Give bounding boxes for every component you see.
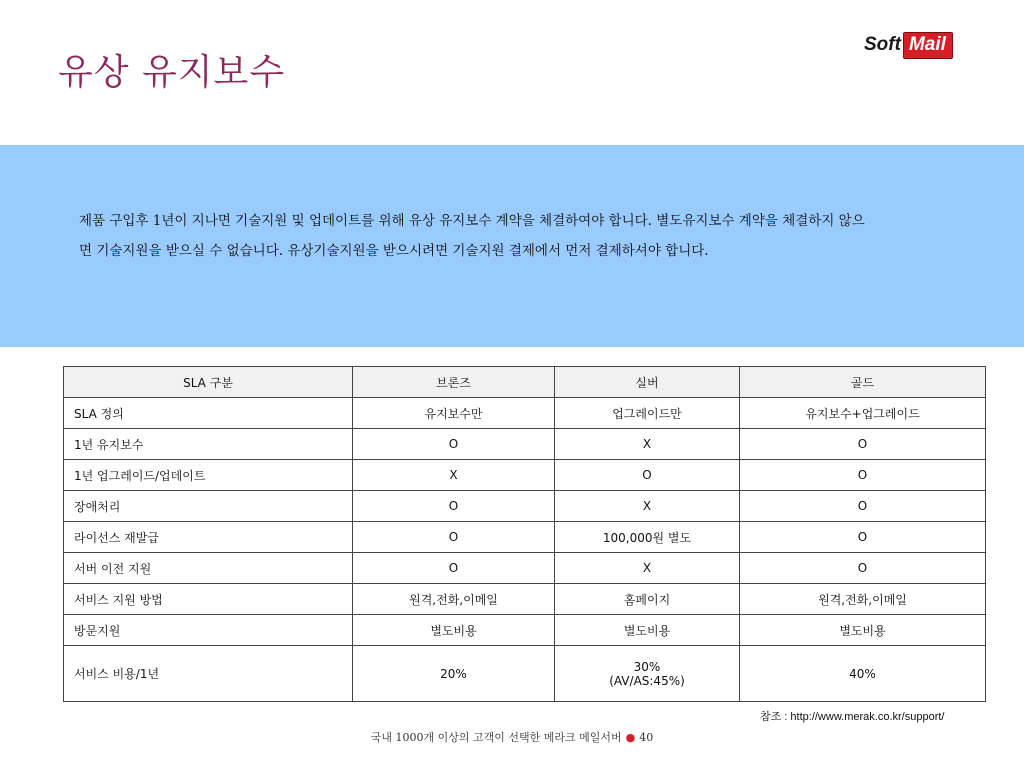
header-gold: 골드 xyxy=(740,367,986,398)
logo-mail-text: Mail xyxy=(903,32,953,59)
cell-gold: O xyxy=(740,553,986,584)
cell-gold: 40% xyxy=(740,646,986,702)
cell-silver: X xyxy=(555,429,740,460)
cell-bronze: O xyxy=(353,522,555,553)
cell-gold: O xyxy=(740,460,986,491)
row-label: 서비스 지원 방법 xyxy=(64,584,353,615)
row-label: 라이선스 재발급 xyxy=(64,522,353,553)
cell-gold: O xyxy=(740,429,986,460)
cell-silver: 업그레이드만 xyxy=(555,398,740,429)
table-row xyxy=(64,615,986,646)
row-label: 방문지원 xyxy=(64,615,353,646)
table-row xyxy=(64,584,986,615)
table-row xyxy=(64,553,986,584)
softmail-logo xyxy=(864,31,953,59)
cell-bronze: O xyxy=(353,553,555,584)
intro-text: 제품 구입후 1년이 지나면 기술지원 및 업데이트를 위해 유상 유지보수 계약을 체결하여야 합니다. 별도유지보수 계약을 체결하지 않으면 기술지원을 받으실 수 없습니다. 유상기술지원을 받으시려면 기술지원 결제에서 먼저 결제하셔야 합니다. xyxy=(79,213,865,259)
cell-silver xyxy=(555,646,740,702)
cell-silver: X xyxy=(555,491,740,522)
row-label: 장애처리 xyxy=(64,491,353,522)
logo-soft-text: Soft xyxy=(864,34,901,55)
row-label: SLA 정의 xyxy=(64,398,353,429)
cell-bronze: O xyxy=(353,491,555,522)
intro-panel xyxy=(0,145,1024,347)
cell-silver: 별도비용 xyxy=(555,615,740,646)
cell-gold: O xyxy=(740,491,986,522)
page-title: 유상 유지보수 xyxy=(58,52,286,93)
header-sla-category: SLA 구분 xyxy=(64,367,353,398)
cell-gold: 별도비용 xyxy=(740,615,986,646)
cell-silver: O xyxy=(555,460,740,491)
cell-bronze: X xyxy=(353,460,555,491)
cell-bronze: O xyxy=(353,429,555,460)
cell-gold: 유지보수+업그레이드 xyxy=(740,398,986,429)
cell-silver: 100,000원 별도 xyxy=(555,522,740,553)
cell-gold: 원격,전화,이메일 xyxy=(740,584,986,615)
table-row-cost xyxy=(64,646,986,702)
footer-text: 국내 1000개 이상의 고객이 선택한 메라크 메일서버 xyxy=(370,731,622,744)
table-header-row xyxy=(64,367,986,398)
reference-link-text: 참조 : http://www.merak.co.kr/support/ xyxy=(760,711,945,723)
table-row xyxy=(64,429,986,460)
cell-gold: O xyxy=(740,522,986,553)
footer xyxy=(0,729,1024,745)
cell-bronze: 원격,전화,이메일 xyxy=(353,584,555,615)
cell-bronze: 유지보수만 xyxy=(353,398,555,429)
table-row xyxy=(64,491,986,522)
row-label: 서비스 비용/1년 xyxy=(64,646,353,702)
header-bronze: 브론즈 xyxy=(353,367,555,398)
cell-silver-main: 30% xyxy=(633,659,661,674)
page-number: 40 xyxy=(639,731,654,744)
table-row xyxy=(64,522,986,553)
sla-table xyxy=(63,366,986,702)
cell-silver-sub: (AV/AS:45%) xyxy=(609,673,685,688)
row-label: 1년 업그레이드/업데이트 xyxy=(64,460,353,491)
bullet-dot-icon: ● xyxy=(625,731,636,744)
cell-silver: X xyxy=(555,553,740,584)
header-silver: 실버 xyxy=(555,367,740,398)
cell-bronze: 별도비용 xyxy=(353,615,555,646)
table-row xyxy=(64,460,986,491)
cell-bronze: 20% xyxy=(353,646,555,702)
row-label: 서버 이전 지원 xyxy=(64,553,353,584)
row-label: 1년 유지보수 xyxy=(64,429,353,460)
cell-silver: 홈페이지 xyxy=(555,584,740,615)
table-row xyxy=(64,398,986,429)
